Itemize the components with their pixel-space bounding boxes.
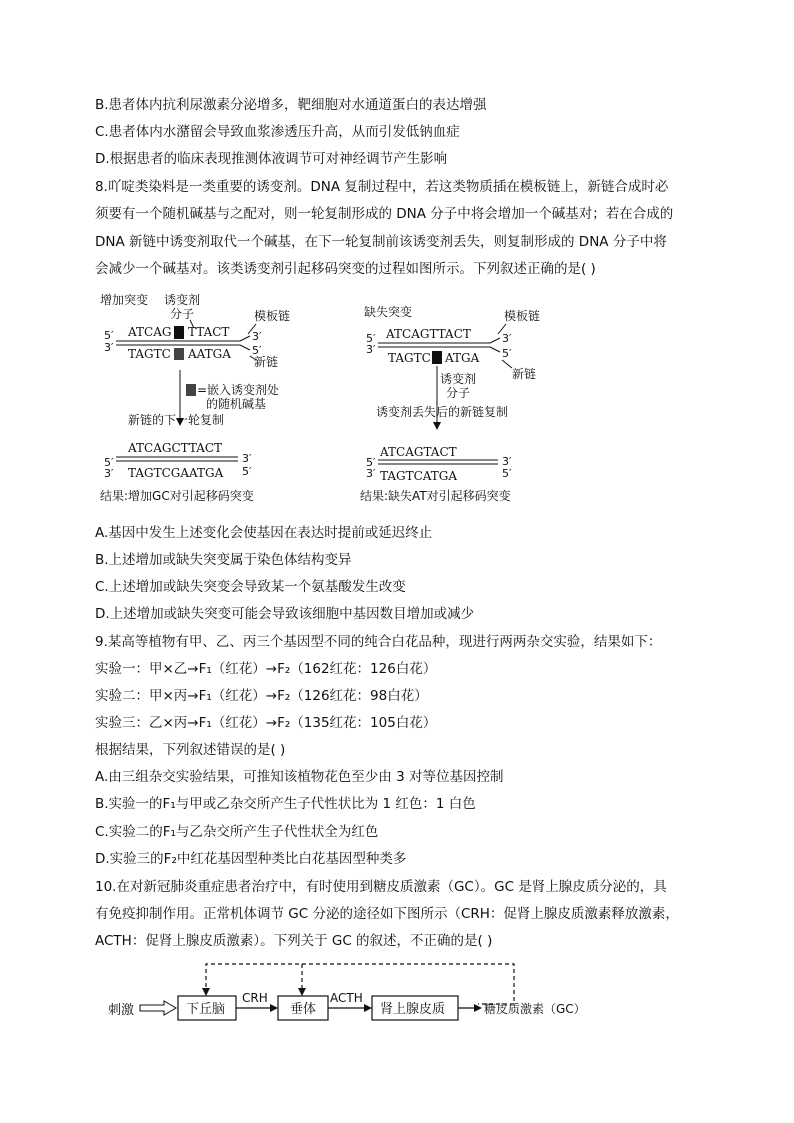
right-agent-label-2: 分子: [446, 386, 471, 400]
option-a-q8: A.基因中发生上述变化会使基因在表达时提前或延迟终止: [95, 525, 433, 541]
random-base-block: [174, 348, 184, 360]
acth-label: ACTH: [330, 991, 363, 1005]
question-8-line-4: 会减少一个碱基对。该类诱变剂引起移码突变的过程如图所示。下列叙述正确的是( ): [95, 261, 596, 277]
svg-text:5′: 5′: [502, 347, 512, 360]
right-result-text: 结果:缺失AT对引起移码突变: [360, 489, 511, 503]
right-bot-seq-a: TAGTC: [388, 351, 431, 365]
lost-copy-label: 诱变剂丢失后的新链复制: [376, 405, 509, 419]
svg-text:3′: 3′: [366, 467, 376, 480]
svg-text:3′: 3′: [502, 455, 512, 468]
svg-text:3′: 3′: [242, 452, 252, 465]
svg-text:3′: 3′: [104, 467, 114, 480]
left-agent-label-2: 分子: [170, 307, 195, 321]
legend-line-1: =嵌入诱变剂处: [197, 383, 280, 397]
left-agent-label: 诱变剂: [164, 293, 201, 307]
question-8-line-2: 须要有一个随机碱基与之配对，则一轮复制形成的 DNA 分子中将会增加一个碱基对；若在合成的: [95, 206, 674, 222]
svg-text:5′: 5′: [366, 332, 376, 345]
right-top-seq: ATCAGTTACT: [386, 327, 471, 341]
left-template-label: 模板链: [254, 309, 291, 323]
svg-text:5′: 5′: [104, 456, 114, 469]
left-result-text: 结果:增加GC对引起移码突变: [100, 489, 254, 503]
legend-line-2: 的随机碱基: [206, 397, 267, 411]
svg-text:3′: 3′: [366, 343, 376, 356]
experiment-1: 实验一：甲×乙→F₁（红花）→F₂（162红花：126白花）: [95, 661, 437, 677]
question-10-line-3: ACTH：促肾上腺皮质激素）。下列关于 GC 的叙述，不正确的是( ): [95, 933, 493, 949]
right-bot-seq-b: ATGA: [445, 351, 480, 365]
question-10-line-1: 10.在对新冠肺炎重症患者治疗中，有时使用到糖皮质激素（GC）。GC 是肾上腺皮质分泌的，具: [95, 879, 667, 895]
svg-text:3′: 3′: [104, 341, 114, 354]
gc-label: 糖皮质激素（GC）: [484, 1002, 586, 1016]
option-c-q9: C.实验二的F₁与乙杂交所产生子代性状全为红色: [95, 824, 379, 840]
svg-text:5′: 5′: [252, 344, 262, 357]
option-d-q8: D.上述增加或缺失突变可能会导致该细胞中基因数目增加或减少: [95, 606, 475, 622]
svg-text:3′: 3′: [252, 330, 262, 343]
right-agent-label: 诱变剂: [440, 372, 477, 386]
question-9-stem: 9.某高等植物有甲、乙、丙三个基因型不同的纯合白花品种，现进行两两杂交实验，结果如下：: [95, 634, 662, 650]
left-result-bot-seq: TAGTCGAATGA: [128, 466, 224, 480]
right-template-label: 模板链: [504, 309, 541, 323]
left-top-seq-a: ATCAG: [128, 325, 172, 339]
option-d-q7: D.根据患者的临床表现推测体液调节可对神经调节产生影响: [95, 151, 448, 167]
right-title: 缺失突变: [364, 305, 413, 319]
option-c-q7: C.患者体内水潴留会导致血浆渗透压升高，从而引发低钠血症: [95, 124, 460, 140]
right-result-top-seq: ATCAGTACT: [380, 445, 457, 459]
svg-text:5′: 5′: [366, 456, 376, 469]
svg-text:5′: 5′: [104, 329, 114, 342]
left-title: 增加突变: [100, 293, 149, 307]
question-8-line-1: 8.吖啶类染料是一类重要的诱变剂。DNA 复制过程中，若这类物质插在模板链上，新链合成时必: [95, 179, 669, 195]
left-result-top-seq: ATCAGCTTACT: [128, 441, 223, 455]
svg-text:5′: 5′: [502, 467, 512, 480]
next-round-label: 新链的下一轮复制: [128, 413, 225, 427]
frameshift-figure: [98, 290, 558, 510]
adrenal-cortex-label: 肾上腺皮质: [380, 1002, 446, 1017]
pituitary-label: 垂体: [290, 1002, 317, 1017]
left-top-seq-b: TTACT: [188, 325, 230, 339]
hypothalamus-label: 下丘脑: [186, 1002, 226, 1017]
left-bot-seq-a: TAGTC: [128, 347, 171, 361]
crh-label: CRH: [242, 991, 268, 1005]
option-b-q8: B.上述增加或缺失突变属于染色体结构变异: [95, 552, 352, 568]
right-newchain-label: 新链: [512, 367, 537, 381]
svg-text:3′: 3′: [502, 332, 512, 345]
question-8-line-3: DNA 新链中诱变剂取代一个碱基，在下一轮复制前该诱变剂丢失，则复制形成的 DNA 分子中将: [95, 234, 667, 250]
stimulus-label: 刺激: [108, 1003, 135, 1018]
question-10-line-2: 有免疫抑制作用。正常机体调节 GC 分泌的途径如下图所示（CRH：促肾上腺皮质激素释放激素，: [95, 906, 679, 922]
question-9-prompt: 根据结果，下列叙述错误的是( ): [95, 742, 286, 758]
option-d-q9: D.实验三的F₂中红花基因型种类比白花基因型种类多: [95, 851, 407, 867]
svg-text:5′: 5′: [242, 465, 252, 478]
option-c-q8: C.上述增加或缺失突变会导致某一个氨基酸发生改变: [95, 579, 406, 595]
option-a-q9: A.由三组杂交实验结果，可推知该植物花色至少由 3 对等位基因控制: [95, 769, 504, 785]
agent-block: [174, 326, 184, 339]
experiment-2: 实验二：甲×丙→F₁（红花）→F₂（126红花：98白花）: [95, 688, 428, 704]
left-newchain-label: 新链: [254, 355, 279, 369]
right-result-bot-seq: TAGTCATGA: [380, 469, 458, 483]
left-bot-seq-b: AATGA: [188, 347, 231, 361]
option-b-q9: B.实验一的F₁与甲或乙杂交所产生子代性状比为 1 红色：1 白色: [95, 796, 476, 812]
option-b-q7: B.患者体内抗利尿激素分泌增多，靶细胞对水通道蛋白的表达增强: [95, 97, 487, 113]
hpa-axis-figure: [104, 958, 604, 1028]
experiment-3: 实验三：乙×丙→F₁（红花）→F₂（135红花：105白花）: [95, 715, 437, 731]
